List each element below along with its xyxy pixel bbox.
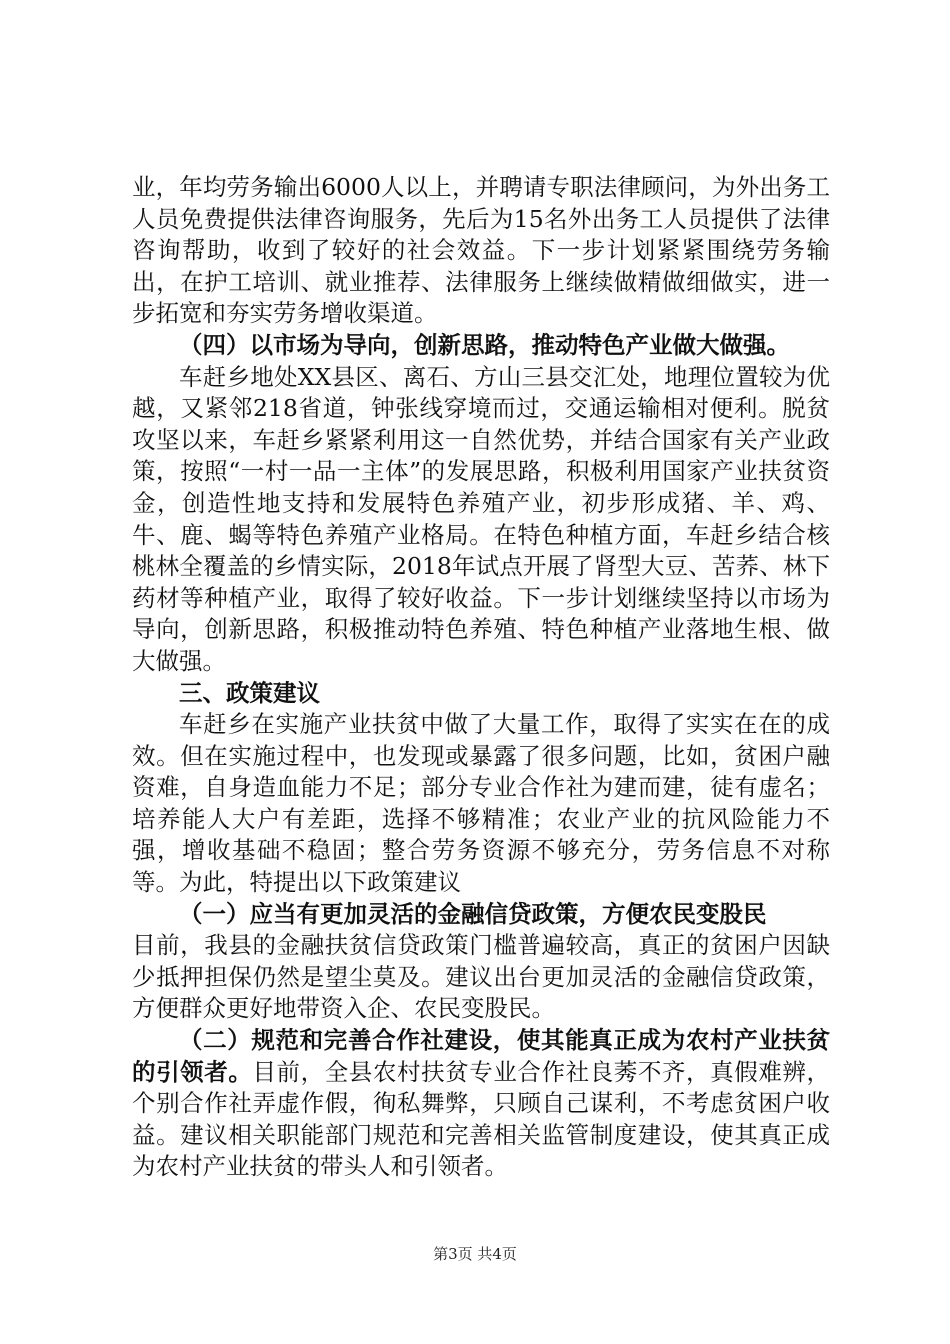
document-body (132, 172, 830, 1183)
paragraph-industry: 车赶乡地处XX县区、离石、方山三县交汇处，地理位置较为优越，又紧邻218省道，钟张线穿境而过，交通运输相对便利。脱贫攻坚以来，车赶乡紧紧利用这一自然优势，并结合国家有关产业政策，按照“一村一品一主体”的发展思路，积极利用国家产业扶贫资金，创造性地支持和发展特色养殖产业，初步形成猪、羊、鸡、牛、鹿、蝎等特色养殖产业格局。在特色种植方面，车赶乡结合核桃林全覆盖的乡情实际，2018年试点开展了肾型大豆、苦荞、林下药材等种植产业，取得了较好收益。下一步计划继续坚持以市场为导向，创新思路，积极推动特色养殖、特色种植产业落地生根、做大做强。 (132, 362, 830, 675)
paragraph-finance: 目前，我县的金融扶贫信贷政策门槛普遍较高，真正的贫困户因缺少抵押担保仍然是望尘莫及。建议出台更加灵活的金融信贷政策，方便群众更好地带资入企、农民变股民。 (132, 931, 830, 1023)
section-heading-two: （二）规范和完善合作社建设，使其能真正成为农村产业扶贫的引领者。 (132, 1026, 830, 1086)
paragraph-labor-export: 业，年均劳务输出6000人以上，并聘请专职法律顾问，为外出务工人员免费提供法律咨询服务，先后为15名外出务工人员提供了法律咨询帮助，收到了较好的社会效益。下一步计划紧紧围绕劳务输出，在护工培训、就业推荐、法律服务上继续做精做细做实，进一步拓宽和夯实劳务增收渠道。 (132, 173, 830, 328)
section-heading-four: （四）以市场为导向，创新思路，推动特色产业做大做强。 (179, 330, 790, 359)
paragraph-cooperative-text: 目前，全县农村扶贫专业合作社良莠不齐，真假难辨，个别合作社弄虚作假，徇私舞弊，只顾自己谋利，不考虑贫困户收益。建议相关职能部门规范和完善相关监管制度建设，使其真正成为农村产业扶贫的带头人和引领者。 (132, 1057, 831, 1181)
section-heading-one: （一）应当有更加灵活的金融信贷政策，方便农民变股民 (179, 899, 767, 928)
paragraph-cooperative (132, 1025, 830, 1183)
paragraph-problems: 车赶乡在实施产业扶贫中做了大量工作，取得了实实在在的成效。但在实施过程中，也发现或暴露了很多问题，比如，贫困户融资难，自身造血能力不足；部分专业合作社为建而建，徒有虚名；培养能人大户有差距，选择不够精准；农业产业的抗风险能力不强，增收基础不稳固；整合劳务资源不够充分，劳务信息不对称等。为此，特提出以下政策建议 (132, 710, 830, 897)
section-heading-policy: 三、政策建议 (179, 678, 320, 707)
page-footer: 第3页 共4页 (433, 1245, 517, 1263)
